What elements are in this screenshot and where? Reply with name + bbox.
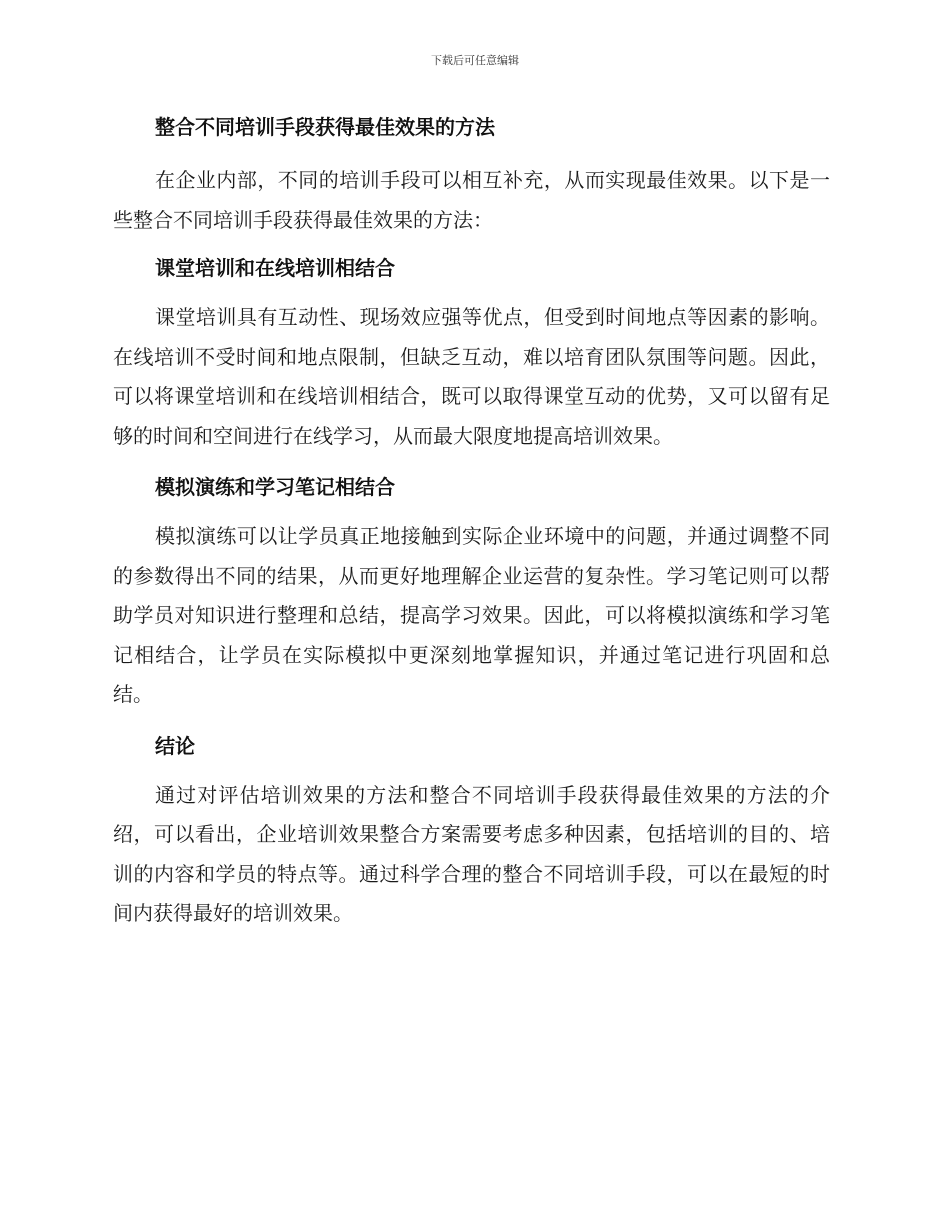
section-paragraph-simulation-notes: 模拟演练可以让学员真正地接触到实际企业环境中的问题，并通过调整不同的参数得出不同的结果，从而更好地理解企业运营的复杂性。学习笔记则可以帮助学员对知识进行整理和总结，提高学习效果。因此，可以将模拟演练和学习笔记相结合，让学员在实际模拟中更深刻地掌握知识，并通过笔记进行巩固和总结。 bbox=[113, 524, 830, 706]
section-heading-conclusion: 结论 bbox=[155, 733, 195, 758]
document-body bbox=[113, 112, 830, 934]
section-paragraph-integration-methods: 在企业内部，不同的培训手段可以相互补充，从而实现最佳效果。以下是一些整合不同培训手段获得最佳效果的方法： bbox=[113, 168, 830, 232]
page-header: 下载后可任意编辑 bbox=[431, 54, 519, 67]
section-heading-classroom-online: 课堂培训和在线培训相结合 bbox=[155, 256, 395, 280]
section-heading-integration-methods: 整合不同培训手段获得最佳效果的方法 bbox=[155, 115, 495, 139]
section-paragraph-classroom-online: 课堂培训具有互动性、现场效应强等优点，但受到时间地点等因素的影响。在线培训不受时间和地点限制，但缺乏互动，难以培育团队氛围等问题。因此，可以将课堂培训和在线培训相结合，既可以取得课堂互动的优势，又可以留有足够的时间和空间进行在线学习，从而最大限度地提高培训效果。 bbox=[113, 305, 830, 448]
section-heading-simulation-notes: 模拟演练和学习笔记相结合 bbox=[155, 475, 395, 499]
section-paragraph-conclusion: 通过对评估培训效果的方法和整合不同培训手段获得最佳效果的方法的介绍，可以看出，企业培训效果整合方案需要考虑多种因素，包括培训的目的、培训的内容和学员的特点等。通过科学合理的整合不同培训手段，可以在最短的时间内获得最好的培训效果。 bbox=[113, 782, 830, 925]
